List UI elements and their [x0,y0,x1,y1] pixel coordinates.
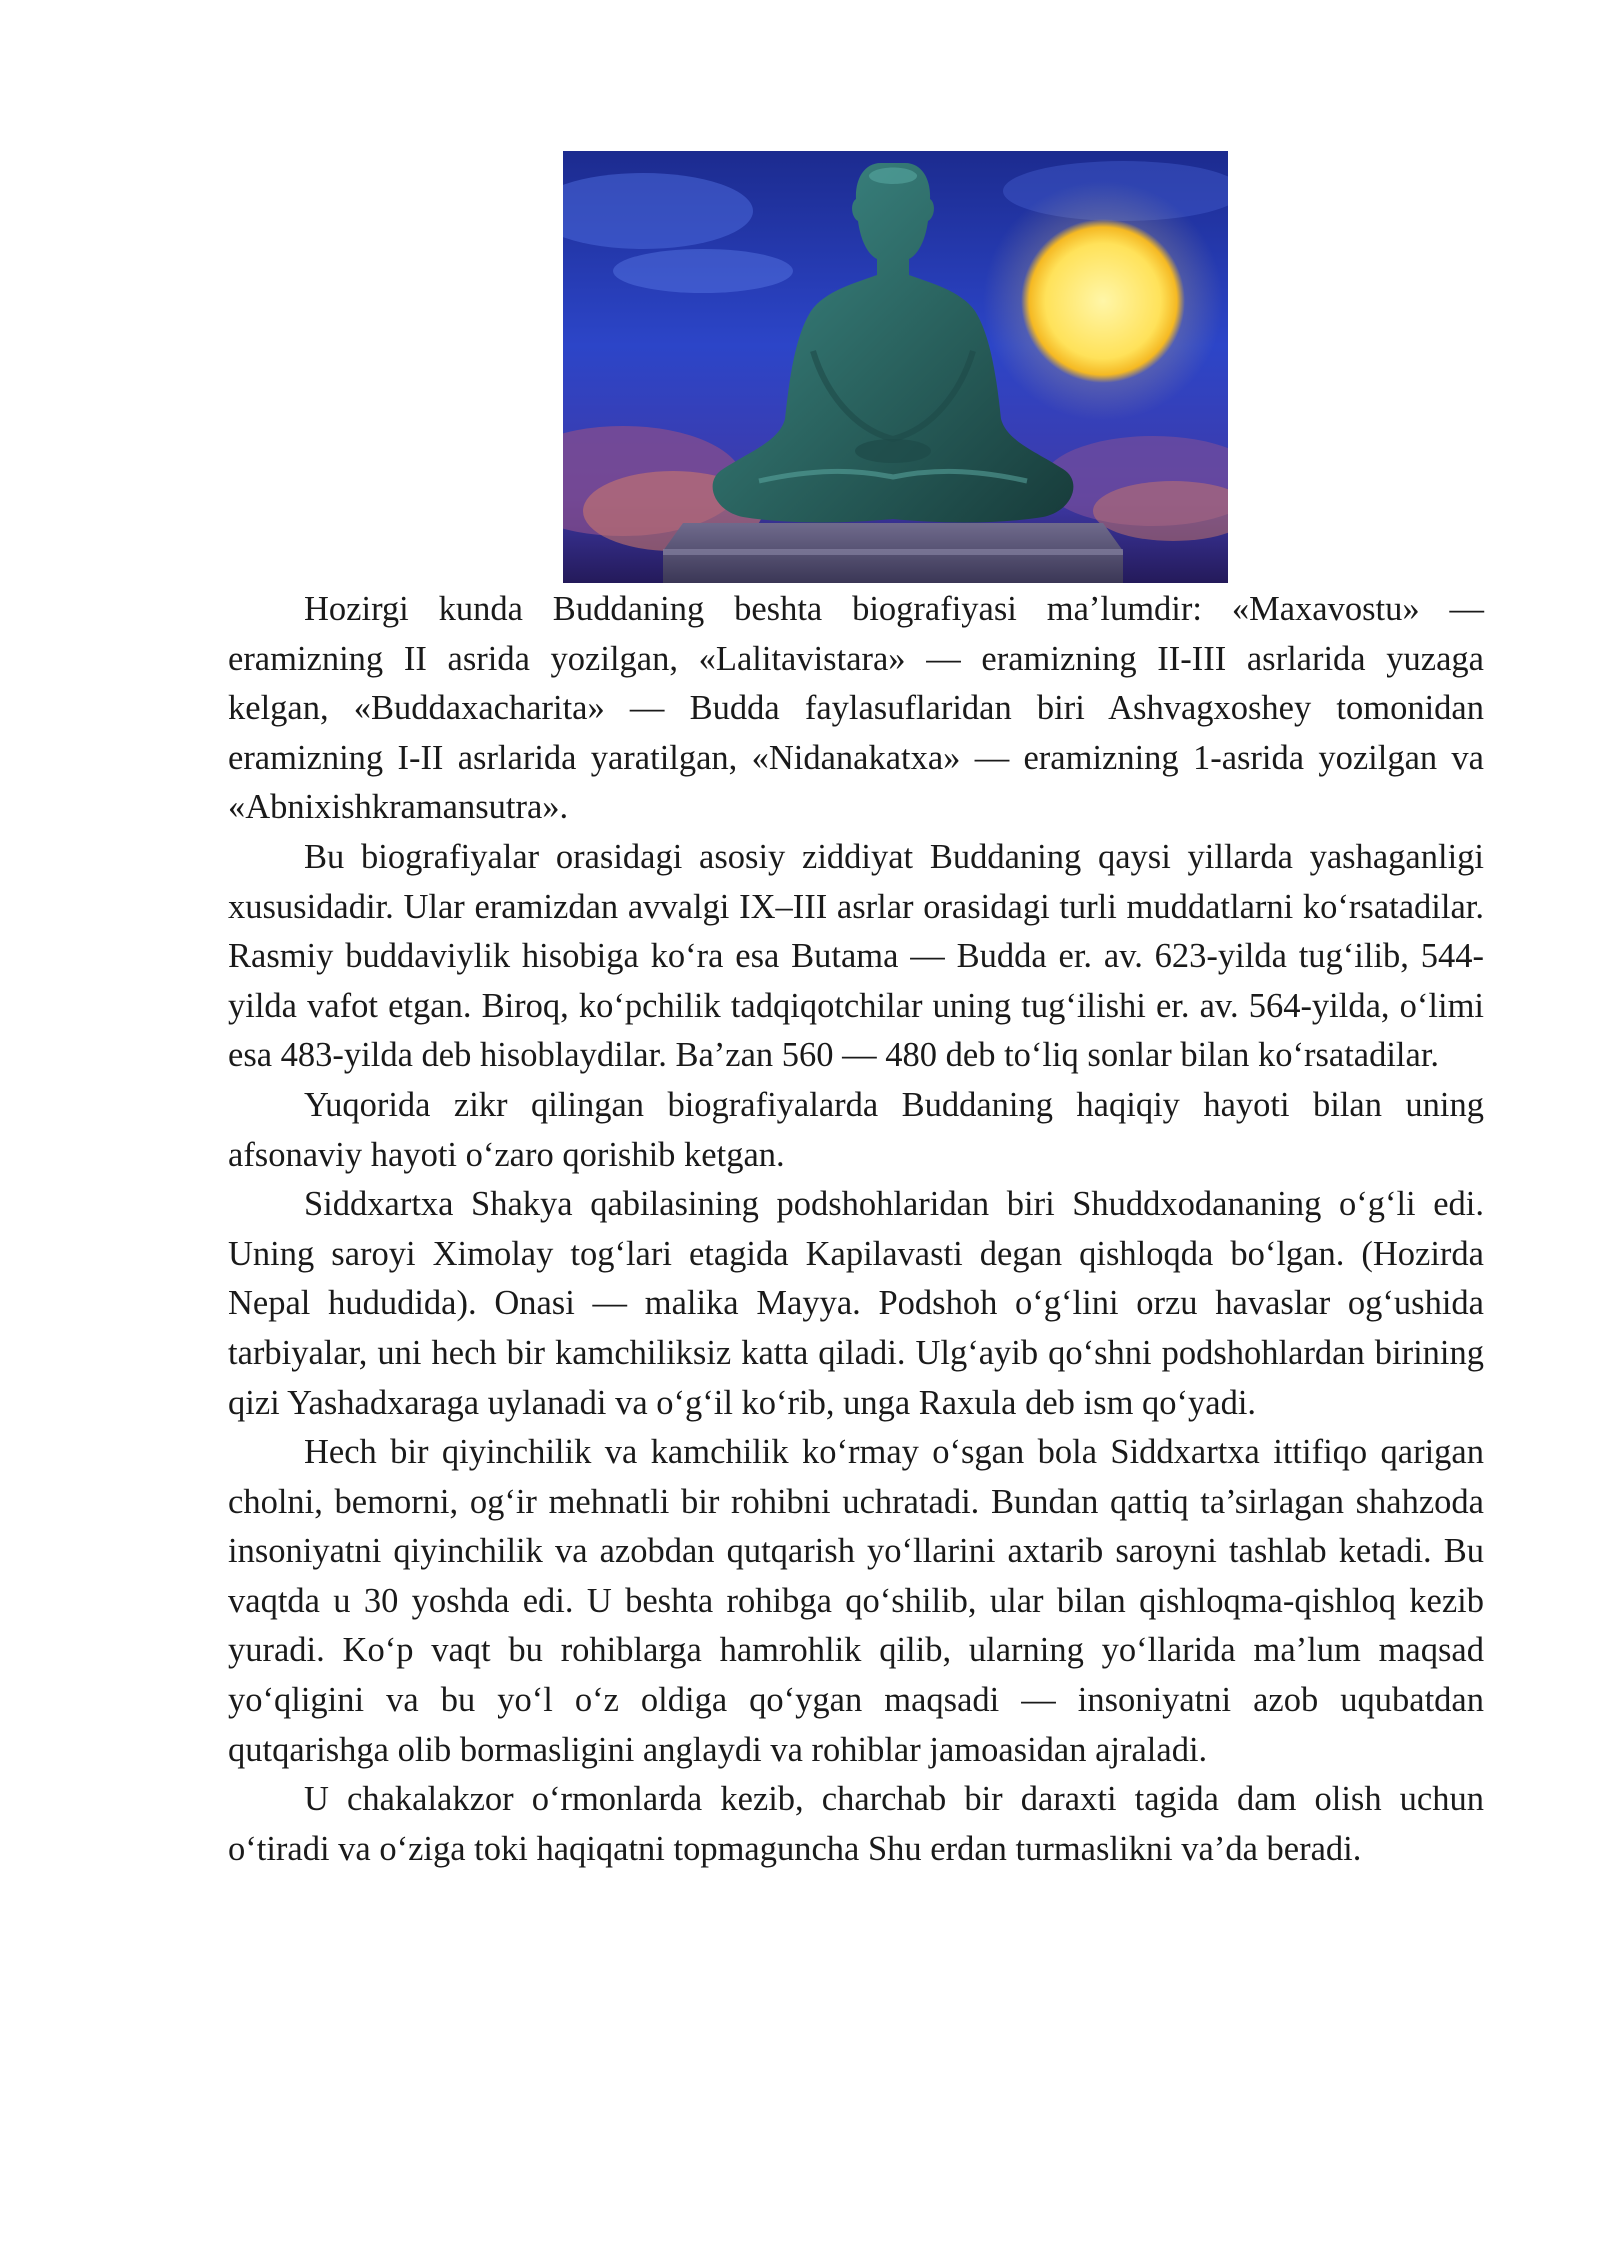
buddha-statue-illustration [563,151,1228,583]
paragraph: U chakalakzor o‘rmonlarda kezib, charchab bir daraxti tagida dam olish uchun o‘tiradi va o‘ziga toki haqiqatni topmaguncha Shu erdan turmaslikni va’da beradi. [228,1780,1484,1868]
buddha-statue-image [563,151,1228,583]
paragraph: Bu biografiyalar orasidagi asosiy ziddiyat Buddaning qaysi yillarda yashaganligi xususidadir. Ular eramizdan avvalgi IX–III asrlar orasidagi turli muddatlarni ko‘rsatadilar. Rasmiy buddaviylik hisobiga ko‘ra esa Butama — Budda er. av. 623-yilda tug‘ilib, 544-yilda vafot etgan. Biroq, ko‘pchilik tadqiqotchilar uning tug‘ilishi er. av. 564-yilda, o‘limi esa 483-yilda deb hisoblaydilar. Ba’zan 560 — 480 deb to‘liq sonlar bilan ko‘rsatadilar. [228,837,1484,1075]
paragraph: Hech bir qiyinchilik va kamchilik ko‘rmay o‘sgan bola Siddxartxa ittifiqo qarigan cholni, bemorni, og‘ir mehnatli bir rohibni uchratadi. Bundan qattiq ta’sirlagan shahzoda insoniyatni qiyinchilik va azobdan qutqarish yo‘llarini axtarib saroyni tashlab ketadi. Bu vaqtda u 30 yoshda edi. U beshta rohibga qo‘shilib, ular bilan qishloqma-qishloq kezib yuradi. Ko‘p vaqt bu rohiblarga hamrohlik qilib, ularning yo‘llarida ma’lum maqsad yo‘qligini va bu yo‘l o‘z oldiga qo‘ygan maqsadi — insoniyatni azob uqubatdan qutqarishga olib bormasligini anglaydi va rohiblar jamoasidan ajraladi. [228,1433,1484,1769]
paragraph: Hozirgi kunda Buddaning beshta biografiyasi ma’lumdir: «Maxavostu» — eramizning II asrida yozilgan, «Lalitavistara» — eramizning II-III asrlarida yuzaga kelgan, «Buddaxacharita» — Budda faylasuflaridan biri Ashvagxoshey tomonidan eramizning I-II asrlarida yaratilgan, «Nidanakatxa» — eramizning 1-asrida yozilgan va «Abnixishkramansutra». [228,590,1484,827]
paragraph: Yuqorida zikr qilingan biografiyalarda Buddaning haqiqiy hayoti bilan uning afsonaviy hayoti o‘zaro qorishib ketgan. [228,1085,1484,1174]
body-text [228,585,1484,1874]
paragraph: Siddxartxa Shakya qabilasining podshohlaridan biri Shuddxodananing o‘g‘li edi. Uning saroyi Ximolay tog‘lari etagida Kapilavasti degan qishloqda bo‘lgan. (Hozirda Nepal hududida). Onasi — malika Mayya. Podshoh o‘g‘lini orzu havaslar og‘ushida tarbiyalar, uni hech bir kamchiliksiz katta qiladi. Ulg‘ayib qo‘shni podshohlardan birining qizi Yashadxaraga uylanadi va o‘g‘il ko‘rib, unga Raxula deb ism qo‘yadi. [228,1185,1484,1422]
